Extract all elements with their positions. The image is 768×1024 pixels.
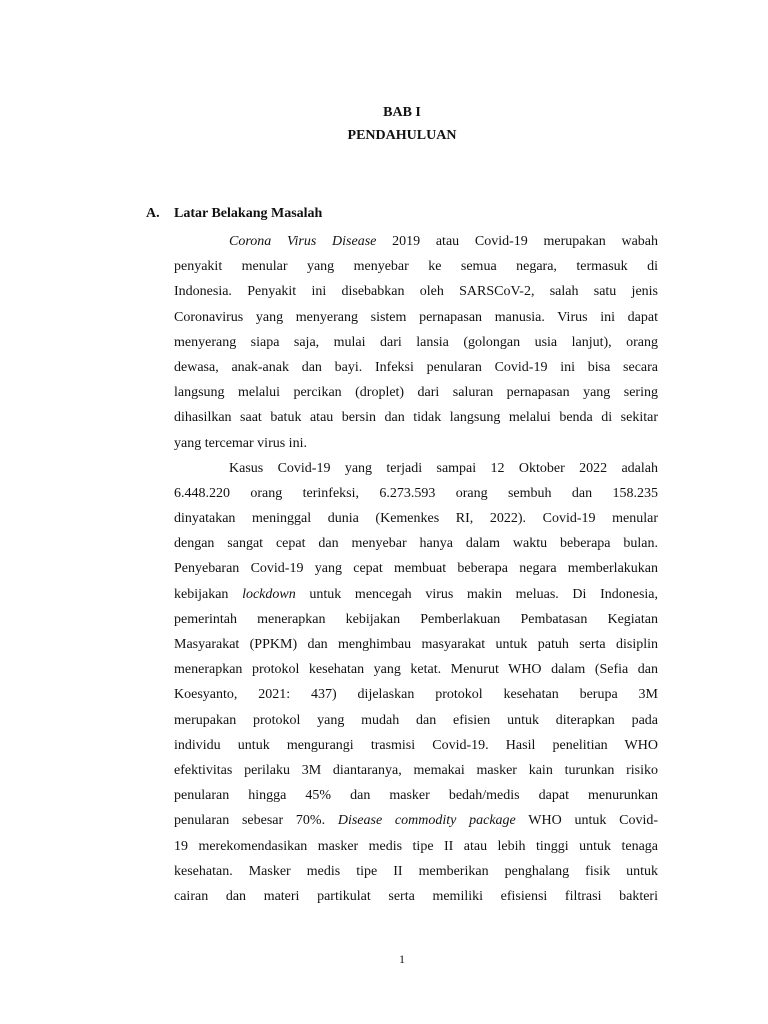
- paragraph-2-line: pemerintah menerapkan kebijakan Pemberlakuan Pembatasan Kegiatan: [174, 611, 658, 627]
- paragraph-2-line: [174, 582, 658, 607]
- chapter-label: BAB I: [383, 105, 421, 120]
- paragraph-1-line: langsung melalui percikan (droplet) dari saluran pernapasan yang sering: [174, 385, 658, 401]
- italic-term: lockdown: [242, 586, 296, 602]
- paragraph-2-line: [174, 808, 658, 833]
- paragraph-2-line: individu untuk mengurangi trasmisi Covid-19. Hasil penelitian WHO: [174, 737, 658, 753]
- italic-term: Disease commodity package: [337, 813, 516, 829]
- paragraph-2-line: penularan hingga 45% dan masker bedah/medis dapat menurunkan: [174, 788, 658, 804]
- paragraph-1-line: menyerang siapa saja, mulai dari lansia (golongan usia lanjut), orang: [174, 334, 658, 350]
- text-run: 2019 atau Covid-19 merupakan wabah: [376, 234, 658, 249]
- paragraph-2-line: Masyarakat (PPKM) dan menghimbau masyarakat untuk patuh serta disiplin: [174, 637, 658, 652]
- paragraph-1-line: [174, 229, 658, 254]
- paragraph-2-line: Koesyanto, 2021: 437) dijelaskan protokol kesehatan berupa 3M: [174, 687, 658, 703]
- body-text: [174, 229, 658, 909]
- text-run: WHO untuk Covid-: [515, 813, 658, 829]
- paragraph-2-line: merupakan protokol yang mudah dan efisien untuk diterapkan pada: [174, 712, 658, 728]
- section-title: Latar Belakang Masalah: [174, 206, 323, 221]
- section-letter: A.: [146, 206, 160, 221]
- paragraph-2-line: 19 merekomendasikan masker medis tipe II atau lebih tinggi untuk tenaga: [174, 838, 658, 854]
- paragraph-2-line: kesehatan. Masker medis tipe II memberikan penghalang fisik untuk: [174, 863, 658, 879]
- paragraph-2-line: dengan sangat cepat dan menyebar hanya dalam waktu beberapa bulan.: [174, 536, 658, 552]
- paragraph-1-line: Indonesia. Penyakit ini disebabkan oleh SARSCoV-2, salah satu jenis: [174, 284, 658, 300]
- paragraph-2-line: Penyebaran Covid-19 yang cepat membuat beberapa negara memberlakukan: [174, 561, 658, 577]
- section-heading: [146, 206, 322, 222]
- paragraph-1-line: dewasa, anak-anak dan bayi. Infeksi penularan Covid-19 ini bisa secara: [174, 359, 658, 375]
- italic-term: Corona Virus Disease: [229, 234, 377, 249]
- paragraph-2-line: Kasus Covid-19 yang terjadi sampai 12 Oktober 2022 adalah: [229, 460, 658, 476]
- paragraph-2-line: cairan dan materi partikulat serta memiliki efisiensi filtrasi bakteri: [174, 888, 658, 904]
- text-run: untuk mencegah virus makin meluas. Di Indonesia,: [295, 586, 658, 602]
- paragraph-2-line: efektivitas perilaku 3M diantaranya, memakai masker kain turunkan risiko: [174, 762, 658, 778]
- paragraph-1-line: Coronavirus yang menyerang sistem pernapasan manusia. Virus ini dapat: [174, 309, 658, 325]
- chapter-title: PENDAHULUAN: [347, 128, 457, 143]
- paragraph-1-line: yang tercemar virus ini.: [174, 435, 307, 451]
- page-number: 1: [399, 952, 405, 966]
- text-run: kebijakan: [174, 586, 243, 602]
- paragraph-2-line: dinyatakan meninggal dunia (Kemenkes RI, 2022). Covid-19 menular: [174, 511, 658, 527]
- text-run: penularan sebesar 70%.: [174, 813, 338, 829]
- paragraph-1-line: dihasilkan saat batuk atau bersin dan tidak langsung melalui benda di sekitar: [174, 410, 658, 426]
- paragraph-1-line: penyakit menular yang menyebar ke semua negara, termasuk di: [174, 259, 658, 275]
- paragraph-2-line: menerapkan protokol kesehatan yang ketat. Menurut WHO dalam (Sefia dan: [174, 662, 658, 678]
- paragraph-2-line: 6.448.220 orang terinfeksi, 6.273.593 orang sembuh dan 158.235: [174, 485, 658, 501]
